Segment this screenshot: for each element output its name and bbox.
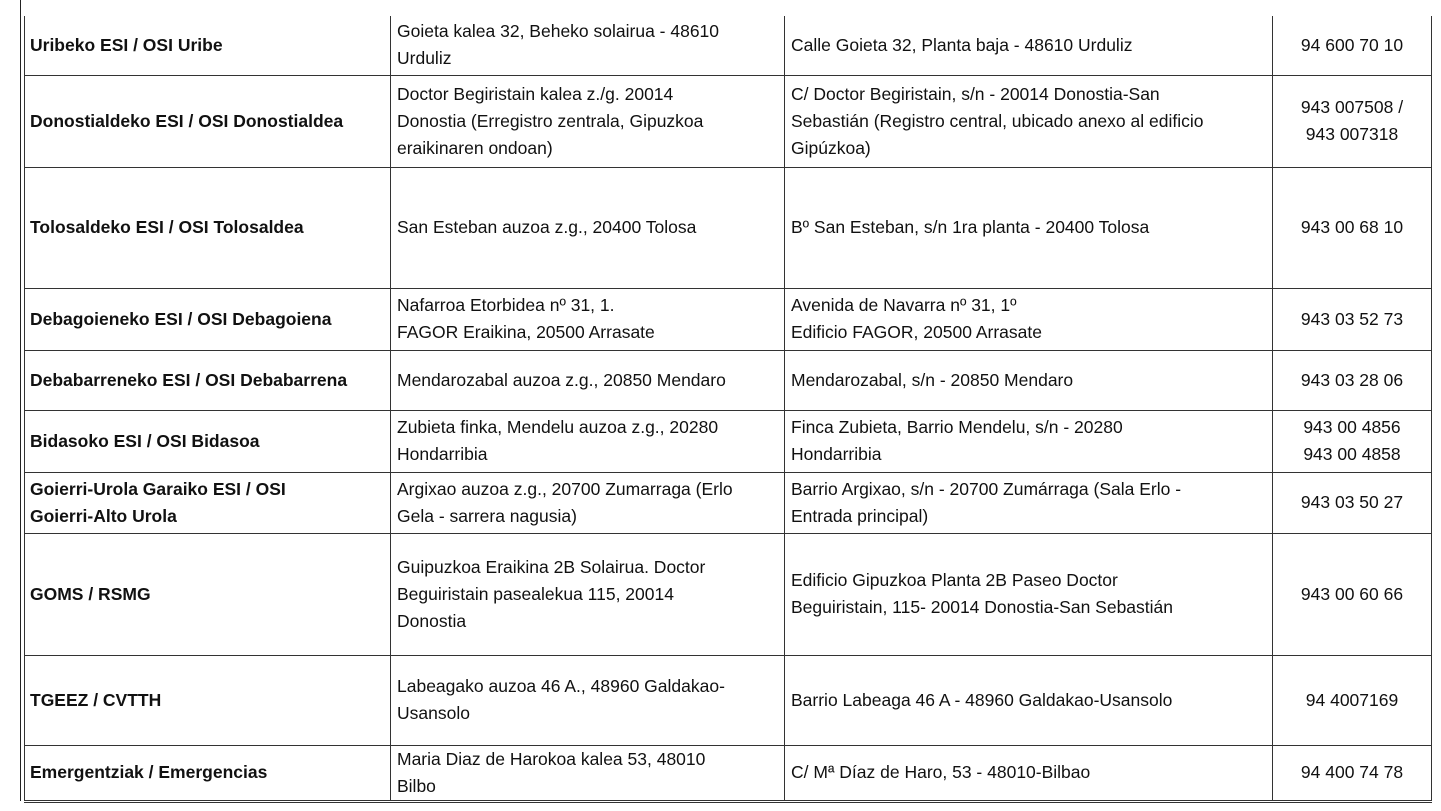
phone-cell [1273,410,1432,472]
address-spanish-cell [785,533,1273,655]
office-name-line: Uribeko ESI / OSI Uribe [30,34,223,55]
phone-line: 94 4007169 [1305,689,1399,710]
address-spanish-line: C/ Doctor Begiristain, s/n - 20014 Donostia-San [791,83,1160,104]
address-basque-line: Nafarroa Etorbidea nº 31, 1. [397,295,615,315]
address-basque-line: Maria Diaz de Harokoa kalea 53, 48010 [397,748,706,769]
address-basque-cell [391,533,785,655]
table-row [25,288,1432,350]
phone-line: 943 007318 [1305,124,1399,144]
address-spanish-cell [785,16,1273,75]
address-basque-cell [391,745,785,801]
phone-line: 943 03 28 06 [1300,369,1404,390]
office-name-line: Bidasoko ESI / OSI Bidasoa [30,430,260,451]
address-basque-line: Doctor Begiristain kalea z./g. 20014 [397,83,674,104]
table-row [25,410,1432,472]
address-basque-line: Mendarozabal auzoa z.g., 20850 Mendaro [397,369,726,390]
address-basque-line: Argixao auzoa z.g., 20700 Zumarraga (Erlo [397,478,733,499]
left-frame-rule [20,0,21,801]
address-spanish-line: Avenida de Navarra nº 31, 1º [791,295,1017,315]
address-spanish-line: Edificio FAGOR, 20500 Arrasate [791,322,1042,342]
phone-line: 94 400 74 78 [1300,762,1404,782]
address-basque-cell [391,16,785,75]
table-row [25,75,1432,167]
table-row [25,16,1432,75]
address-spanish-line: Beguiristain, 115- 20014 Donostia-San Sebastián [791,597,1174,617]
office-name-line: Debagoieneko ESI / OSI Debagoiena [30,308,332,329]
office-name-cell [25,655,391,745]
address-basque-line: Goieta kalea 32, Beheko solairua - 48610 [397,21,720,42]
address-spanish-line: Finca Zubieta, Barrio Mendelu, s/n - 20280 [791,417,1123,437]
office-name-line: Tolosaldeko ESI / OSI Tolosaldea [30,217,304,237]
address-basque-cell [391,350,785,410]
office-name-cell [25,745,391,801]
address-basque-cell [391,288,785,350]
address-basque-line: Hondarribia [397,444,488,464]
address-spanish-line: Hondarribia [791,444,882,464]
office-name-cell [25,350,391,410]
phone-line: 943 03 52 73 [1300,308,1404,329]
address-spanish-line: Sebastián (Registro central, ubicado anexo al edificio [791,110,1204,131]
phone-cell [1273,350,1432,410]
address-basque-cell [391,75,785,167]
address-basque-cell [391,410,785,472]
table-row [25,167,1432,288]
address-basque-line: Guipuzkoa Eraikina 2B Solairua. Doctor [397,556,706,577]
address-basque-line: Beguiristain pasealekua 115, 20014 [397,583,674,604]
address-spanish-line: Calle Goieta 32, Planta baja - 48610 Urduliz [791,34,1133,55]
office-name-line: Donostialdeko ESI / OSI Donostialdea [30,110,344,131]
table-row [25,533,1432,655]
phone-cell [1273,533,1432,655]
office-name-cell [25,75,391,167]
office-name-cell [25,167,391,288]
address-basque-line: Labeagako auzoa 46 A., 48960 Galdakao- [397,676,725,696]
address-spanish-line: Entrada principal) [791,505,929,526]
phone-cell [1273,75,1432,167]
address-basque-line: FAGOR Eraikina, 20500 Arrasate [397,322,655,342]
phone-cell [1273,472,1432,533]
address-basque-cell [391,655,785,745]
address-basque-cell [391,472,785,533]
address-spanish-cell [785,655,1273,745]
table-row [25,745,1432,801]
address-spanish-line: C/ Mª Díaz de Haro, 53 - 48010-Bilbao [791,762,1091,782]
address-basque-line: eraikinaren ondoan) [397,137,553,158]
office-name-line: Goierri-Alto Urola [30,505,177,526]
address-basque-line: Bilbo [397,775,436,796]
phone-line: 943 007508 / [1300,97,1404,117]
office-name-line: Emergentziak / Emergencias [30,762,268,782]
office-name-cell [25,410,391,472]
table-row [25,655,1432,745]
address-spanish-cell [785,410,1273,472]
address-basque-line: Usansolo [397,703,470,723]
address-spanish-line: Barrio Labeaga 46 A - 48960 Galdakao-Usansolo [791,689,1173,710]
offices-table [24,16,1432,803]
office-name-cell [25,533,391,655]
phone-line: 94 600 70 10 [1300,34,1404,55]
office-name-cell [25,472,391,533]
phone-line: 943 00 60 66 [1300,583,1404,604]
phone-cell [1273,16,1432,75]
address-basque-line: Gela - sarrera nagusia) [397,505,577,526]
address-spanish-line: Gipúzkoa) [791,137,871,158]
table-row [25,472,1432,533]
table-row [25,350,1432,410]
office-name-cell [25,288,391,350]
phone-line: 943 00 4856 [1303,417,1401,437]
address-basque-line: Urduliz [397,48,452,69]
address-basque-cell [391,167,785,288]
address-basque-line: Donostia (Erregistro zentrala, Gipuzkoa [397,110,704,131]
office-name-line: Goierri-Urola Garaiko ESI / OSI [30,478,286,499]
address-spanish-line: Barrio Argixao, s/n - 20700 Zumárraga (Sala Erlo - [791,478,1182,499]
office-name-line: TGEEZ / CVTTH [30,689,162,710]
address-spanish-line: Bº San Esteban, s/n 1ra planta - 20400 Tolosa [791,217,1150,237]
address-basque-line: Donostia [397,610,467,631]
phone-cell [1273,655,1432,745]
address-spanish-cell [785,167,1273,288]
phone-cell [1273,745,1432,801]
phone-cell [1273,288,1432,350]
address-spanish-line: Mendarozabal, s/n - 20850 Mendaro [791,369,1074,390]
address-spanish-line: Edificio Gipuzkoa Planta 2B Paseo Doctor [791,570,1118,590]
address-spanish-cell [785,288,1273,350]
address-basque-line: Zubieta finka, Mendelu auzoa z.g., 20280 [397,417,719,437]
address-spanish-cell [785,745,1273,801]
phone-cell [1273,167,1432,288]
phone-line: 943 00 4858 [1303,444,1401,464]
office-name-line: GOMS / RSMG [30,583,151,604]
address-spanish-cell [785,350,1273,410]
phone-line: 943 03 50 27 [1300,492,1404,512]
address-spanish-cell [785,472,1273,533]
office-name-line: Debabarreneko ESI / OSI Debabarrena [30,369,348,390]
phone-line: 943 00 68 10 [1300,217,1404,237]
address-spanish-cell [785,75,1273,167]
address-basque-line: San Esteban auzoa z.g., 20400 Tolosa [397,217,697,237]
office-name-cell [25,16,391,75]
